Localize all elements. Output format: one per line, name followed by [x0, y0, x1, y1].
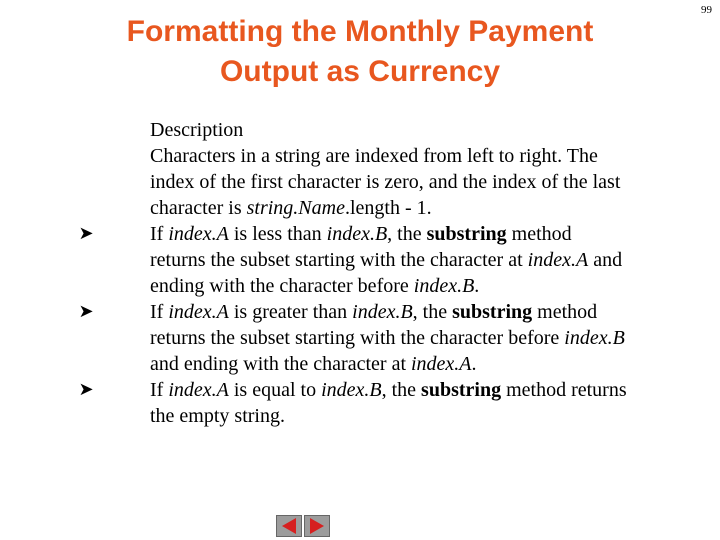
bullet-item-3: ➤ If index.A is equal to index.B, the substring method returns the empty string.	[150, 377, 630, 429]
right-arrow-bullet-icon: ➤	[78, 223, 94, 244]
method-keyword: substring	[426, 223, 507, 245]
bullet-item-2: ➤ If index.A is greater than index.B, the substring method returns the subset starting with the character before index.B and ending with the character at index.A.	[150, 299, 630, 377]
previous-arrow-icon	[277, 516, 301, 536]
variable-name: index.A	[527, 249, 589, 271]
right-arrow-bullet-icon: ➤	[78, 379, 94, 400]
next-arrow-icon	[305, 516, 329, 536]
slide-title	[60, 12, 660, 92]
variable-name: index.B	[352, 301, 413, 323]
title-line-2: Output as Currency	[219, 55, 501, 88]
variable-name: index.B	[321, 379, 382, 401]
slide-content	[78, 117, 630, 429]
variable-name: index.B	[413, 275, 475, 297]
variable-name: index.A	[168, 223, 229, 245]
variable-name: index.A	[168, 379, 229, 401]
method-keyword: substring	[452, 301, 533, 323]
intro-line-2: right. The index of the first character is zero, and	[150, 145, 598, 193]
variable-name: index.B	[564, 327, 625, 349]
variable-name: index.A	[168, 301, 229, 323]
intro-line-1: Characters in a string are indexed from left to	[150, 145, 515, 167]
description-heading: Description	[150, 119, 244, 141]
variable-name: index.A	[411, 353, 472, 375]
previous-slide-button[interactable]	[276, 515, 302, 537]
bullet-item-1: ➤ If index.A is less than index.B, the substring method returns the subset starting with the character at index.A and ending with the character before index.B.	[150, 221, 630, 299]
next-slide-button[interactable]	[304, 515, 330, 537]
method-keyword: substring	[421, 379, 502, 401]
intro-code-rest: .length - 1.	[344, 197, 432, 219]
variable-name: index.B	[326, 223, 388, 245]
intro-code-term: string.Name	[246, 197, 345, 219]
page-number: 99	[701, 4, 712, 16]
description-intro	[150, 143, 630, 221]
title-line-1: Formatting the Monthly Payment	[126, 15, 594, 48]
right-arrow-bullet-icon: ➤	[78, 301, 94, 322]
intro-line-3: the index of the last character is	[150, 171, 621, 219]
